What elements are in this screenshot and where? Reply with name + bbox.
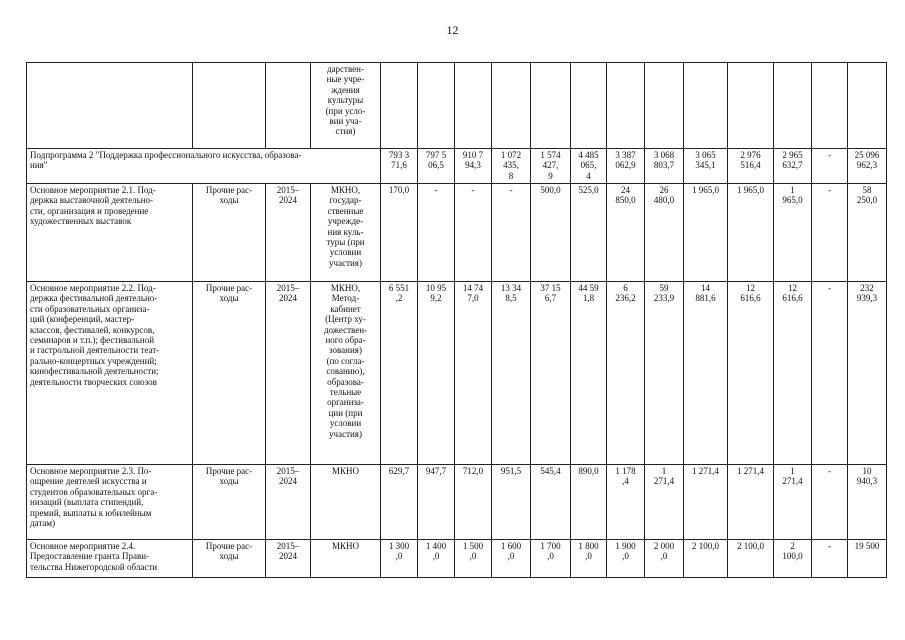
value-cell (812, 63, 848, 149)
value-cell: 1 965,0 (774, 184, 812, 282)
value-cell (381, 63, 418, 149)
value-cell: 3 068 803,7 (645, 149, 684, 184)
page-number: 12 (446, 23, 459, 37)
period-cell: 2015– 2024 (266, 540, 311, 578)
executor-cell: МКНО, Метод- кабинет (Центр ху- дожествен- ного обра- зования) (по согла- сованию), образова- тельные организа- ции (при условии участия) (311, 282, 381, 465)
value-cell: 10 95 9,2 (418, 282, 455, 465)
value-cell: 1 271,4 (728, 465, 774, 540)
period-cell: 2015– 2024 (266, 282, 311, 465)
expense-type-cell (193, 63, 266, 149)
table-row (27, 63, 887, 149)
value-cell: 6 236,2 (607, 282, 645, 465)
value-cell: 545,4 (531, 465, 571, 540)
value-cell: 947,7 (418, 465, 455, 540)
period-cell: 2015– 2024 (266, 184, 311, 282)
value-cell (455, 63, 492, 149)
value-cell: 2 100,0 (774, 540, 812, 578)
period-cell (266, 63, 311, 149)
value-cell: 2 100,0 (728, 540, 774, 578)
value-cell (571, 63, 607, 149)
value-cell: 44 59 1,8 (571, 282, 607, 465)
value-cell (728, 63, 774, 149)
activity-name-cell: Основное мероприятие 2.4. Предоставление гранта Прави- тельства Нижегородской области (27, 540, 193, 578)
table-row (27, 465, 887, 540)
executor-cell: МКНО (311, 540, 381, 578)
value-cell: 13 34 8,5 (492, 282, 531, 465)
value-cell (645, 63, 684, 149)
value-cell: 1 300 ,0 (381, 540, 418, 578)
value-cell (607, 63, 645, 149)
value-cell: 525,0 (571, 184, 607, 282)
value-cell: 2 976 516,4 (728, 149, 774, 184)
value-cell: 1 178 ,4 (607, 465, 645, 540)
value-cell: 2 000 ,0 (645, 540, 684, 578)
value-cell: - (455, 184, 492, 282)
activity-name-cell: Основное мероприятие 2.2. Под- держка фестивальной деятельно- сти образовательных организа- ций (конференций, мастер- классов, фестивалей, конкурсов, семинаров и т.п.); фестивальной и гастрольной деятельности теат- рально-концертных учреждений; кинофестивальной деятельности; деятельности творческих союзов (27, 282, 193, 465)
value-cell: 1 271,4 (774, 465, 812, 540)
value-cell (848, 63, 887, 149)
value-cell: 951,5 (492, 465, 531, 540)
value-cell: 14 74 7,0 (455, 282, 492, 465)
value-cell: 500,0 (531, 184, 571, 282)
value-cell: - (812, 465, 848, 540)
expense-type-cell: Прочие рас- ходы (193, 540, 266, 578)
table-row (27, 540, 887, 578)
value-cell: - (812, 184, 848, 282)
value-cell: 1 600 ,0 (492, 540, 531, 578)
value-cell: 797 5 06,5 (418, 149, 455, 184)
executor-cell: МКНО, государ- ственные учрежде- ния куль- туры (при условии участия) (311, 184, 381, 282)
value-cell: 3 065 345,1 (684, 149, 728, 184)
table-row (27, 149, 887, 184)
value-cell (774, 63, 812, 149)
value-cell: 12 616,6 (728, 282, 774, 465)
expense-type-cell: Прочие рас- ходы (193, 184, 266, 282)
executor-cell: МКНО (311, 465, 381, 540)
value-cell: 26 480,0 (645, 184, 684, 282)
value-cell: 6 551 ,2 (381, 282, 418, 465)
value-cell: - (418, 184, 455, 282)
value-cell: 37 15 6,7 (531, 282, 571, 465)
value-cell: 890,0 (571, 465, 607, 540)
value-cell: 629,7 (381, 465, 418, 540)
period-cell: 2015– 2024 (266, 465, 311, 540)
value-cell: 24 850,0 (607, 184, 645, 282)
value-cell: 1 965,0 (684, 184, 728, 282)
value-cell: 19 500 (848, 540, 887, 578)
value-cell: 1 800 ,0 (571, 540, 607, 578)
value-cell: 1 271,4 (684, 465, 728, 540)
value-cell: 232 939,3 (848, 282, 887, 465)
budget-table (26, 62, 887, 578)
value-cell: 1 900 ,0 (607, 540, 645, 578)
value-cell: 170,0 (381, 184, 418, 282)
activity-name-cell: Основное мероприятие 2.3. По- ощрение деятелей искусства и студентов образовательных орга- низаций (выплата стипендий, премий, выплаты к юбилейным датам) (27, 465, 193, 540)
value-cell: 25 096 962,3 (848, 149, 887, 184)
value-cell: 2 100,0 (684, 540, 728, 578)
expense-type-cell: Прочие рас- ходы (193, 282, 266, 465)
executor-cell: дарствен- ные учре- ждения культуры (при усло- вии уча- стия) (311, 63, 381, 149)
value-cell: 10 940,3 (848, 465, 887, 540)
value-cell: 58 250,0 (848, 184, 887, 282)
value-cell: 12 616,6 (774, 282, 812, 465)
value-cell: 14 881,6 (684, 282, 728, 465)
table-row (27, 282, 887, 465)
value-cell (531, 63, 571, 149)
value-cell: 910 7 94,3 (455, 149, 492, 184)
value-cell: - (812, 282, 848, 465)
value-cell: 712,0 (455, 465, 492, 540)
value-cell: - (812, 540, 848, 578)
activity-name-cell (27, 63, 193, 149)
value-cell (684, 63, 728, 149)
value-cell: 59 233,9 (645, 282, 684, 465)
value-cell: 793 3 71,6 (381, 149, 418, 184)
activity-name-cell: Основное мероприятие 2.1. Под- держка выставочной деятельно- сти, организация и проведение художественных выставок (27, 184, 193, 282)
value-cell (492, 63, 531, 149)
value-cell: 1 700 ,0 (531, 540, 571, 578)
value-cell: 4 485 065, 4 (571, 149, 607, 184)
value-cell (418, 63, 455, 149)
value-cell: - (812, 149, 848, 184)
value-cell: 2 965 632,7 (774, 149, 812, 184)
value-cell: 1 400 ,0 (418, 540, 455, 578)
value-cell: 1 271,4 (645, 465, 684, 540)
value-cell: 1 500 ,0 (455, 540, 492, 578)
value-cell: 1 965,0 (728, 184, 774, 282)
value-cell: - (492, 184, 531, 282)
subprogram-title-cell: Подпрограмма 2 "Поддержка профессионального искусства, образова- ния" (27, 149, 381, 184)
table-row (27, 184, 887, 282)
expense-type-cell: Прочие рас- ходы (193, 465, 266, 540)
value-cell: 1 574 427, 9 (531, 149, 571, 184)
value-cell: 1 072 435, 8 (492, 149, 531, 184)
value-cell: 3 387 062,9 (607, 149, 645, 184)
